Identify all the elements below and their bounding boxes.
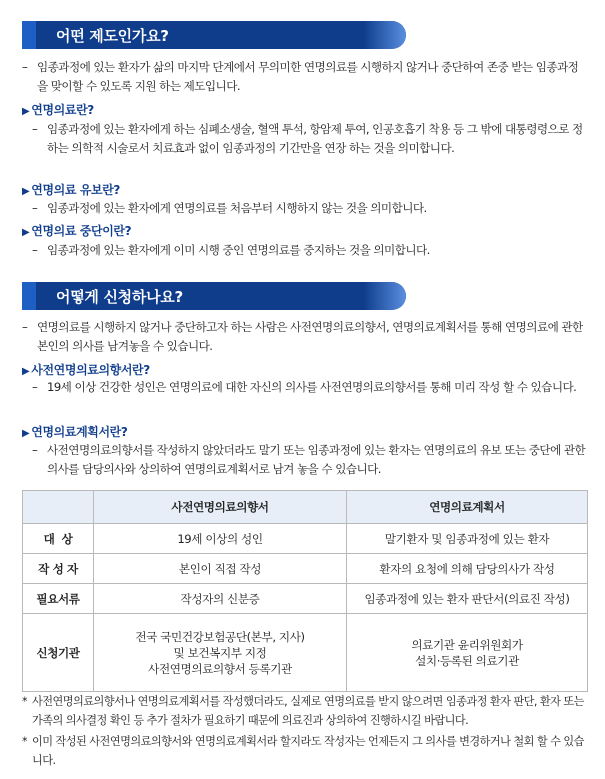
subheading-advance-directive	[22, 361, 150, 378]
table-cell: 작성자의 신분증	[94, 584, 347, 614]
dash-bullet: –	[32, 243, 38, 257]
triangle-icon: ▶	[22, 227, 30, 238]
subheading-text: 연명의료 유보란?	[31, 183, 120, 197]
column-header-advance-directive: 사전연명의료의향서	[94, 491, 347, 524]
definition-text: 임종과정에 있는 환자에게 하는 심폐소생술, 혈액 투석, 항암제 투여, 인공호흡기 착용 등 그 밖에 대통령령으로 정하는 의학적 시술로서 치료효과 없이 임종과정의 기간만을 연장 하는 것을 의미합니다.	[47, 122, 583, 155]
triangle-icon: ▶	[22, 366, 30, 377]
table-row	[23, 524, 588, 554]
definition-paragraph	[32, 241, 588, 260]
subheading-text: 연명의료란?	[31, 103, 94, 117]
triangle-icon: ▶	[22, 106, 30, 117]
table-header-row	[23, 491, 588, 524]
definition-paragraph	[32, 378, 588, 397]
definition-paragraph	[32, 441, 588, 479]
asterisk-marker: *	[22, 695, 28, 708]
subheading-withhold	[22, 181, 120, 198]
section-title: 어떻게 신청하나요?	[56, 288, 183, 306]
dash-bullet: –	[32, 122, 38, 136]
row-label: 대 상	[23, 524, 94, 554]
asterisk-marker: *	[22, 735, 28, 748]
table-row	[23, 554, 588, 584]
dash-bullet: –	[32, 443, 38, 457]
footnote-text: 이미 작성된 사전연명의료의향서와 연명의료계획서라 할지라도 작성자는 언제든지 그 의사를 변경하거나 철회 할 수 있습니다.	[32, 735, 584, 767]
comparison-table	[22, 490, 588, 692]
intro-paragraph	[22, 58, 588, 96]
table-cell: 본인이 직접 작성	[94, 554, 347, 584]
table-cell: 19세 이상의 성인	[94, 524, 347, 554]
section-banner-what	[22, 21, 406, 49]
subheading-care-plan	[22, 423, 127, 440]
row-label: 필요서류	[23, 584, 94, 614]
cell-line: 설치·등록된 의료기관	[415, 653, 519, 668]
intro-text: 연명의료를 시행하지 않거나 중단하고자 하는 사람은 사전연명의료의향서, 연명의료계획서를 통해 연명의료에 관한 본인의 의사를 남겨놓을 수 있습니다.	[37, 320, 583, 353]
section-banner-how	[22, 282, 406, 310]
dash-bullet: –	[32, 201, 38, 215]
cell-line: 및 보건복지부 지정	[173, 645, 267, 660]
triangle-icon: ▶	[22, 186, 30, 197]
table-row	[23, 584, 588, 614]
intro-paragraph	[22, 318, 588, 356]
table-cell: 말기환자 및 임종과정에 있는 환자	[347, 524, 588, 554]
table-corner-cell	[23, 491, 94, 524]
row-label: 작 성 자	[23, 554, 94, 584]
definition-paragraph	[32, 199, 588, 218]
footnote-text: 사전연명의료의향서나 연명의료계획서를 작성했더라도, 실제로 연명의료를 받지 않으려면 임종과정 환자 판단, 환자 또는 가족의 의사결정 확인 등 추가 절차가 필요하기 때문에 의료진과 상의하여 진행하시길 바랍니다.	[32, 695, 584, 727]
cell-line: 의료기관 윤리위원회가	[411, 637, 523, 652]
table-cell: 임종과정에 있는 환자 판단서(의료진 작성)	[347, 584, 588, 614]
definition-text: 임종과정에 있는 환자에게 연명의료를 처음부터 시행하지 않는 것을 의미합니다.	[47, 201, 427, 215]
definition-text: 임종과정에 있는 환자에게 이미 시행 중인 연명의료를 중지하는 것을 의미합니다.	[47, 243, 430, 257]
cell-line: 사전연명의료의향서 등록기관	[148, 661, 292, 676]
definition-paragraph	[32, 120, 588, 158]
table-row	[23, 614, 588, 692]
table-cell	[347, 614, 588, 692]
definition-text: 19세 이상 건강한 성인은 연명의료에 대한 자신의 의사를 사전연명의료의향서를 통해 미리 작성 할 수 있습니다.	[47, 380, 577, 394]
dash-bullet: –	[32, 380, 38, 394]
definition-text: 사전연명의료의향서를 작성하지 않았더라도 말기 또는 임종과정에 있는 환자는 연명의료의 유보 또는 중단에 관한 의사를 담당의사와 상의하여 연명의료계획서로 남겨 놓을 수 있습니다.	[47, 443, 586, 476]
footnote	[22, 732, 588, 770]
column-header-care-plan: 연명의료계획서	[347, 491, 588, 524]
dash-bullet: –	[22, 60, 28, 74]
subheading-text: 사전연명의료의향서란?	[31, 363, 150, 377]
subheading-text: 연명의료 중단이란?	[31, 224, 132, 238]
intro-text: 임종과정에 있는 환자가 삶의 마지막 단계에서 무의미한 연명의료를 시행하지 않거나 중단하여 존중 받는 임종과정을 맞이할 수 있도록 지원 하는 제도입니다.	[37, 60, 579, 93]
footnote	[22, 692, 588, 730]
table-cell	[94, 614, 347, 692]
triangle-icon: ▶	[22, 428, 30, 439]
table-cell: 환자의 요청에 의해 담당의사가 작성	[347, 554, 588, 584]
subheading-life-sustaining	[22, 101, 94, 118]
dash-bullet: –	[22, 320, 28, 334]
row-label: 신청기관	[23, 614, 94, 692]
cell-line: 전국 국민건강보험공단(본부, 지사)	[135, 629, 305, 644]
subheading-text: 연명의료계획서란?	[31, 425, 128, 439]
section-title: 어떤 제도인가요?	[56, 27, 169, 45]
subheading-discontinue	[22, 222, 131, 239]
